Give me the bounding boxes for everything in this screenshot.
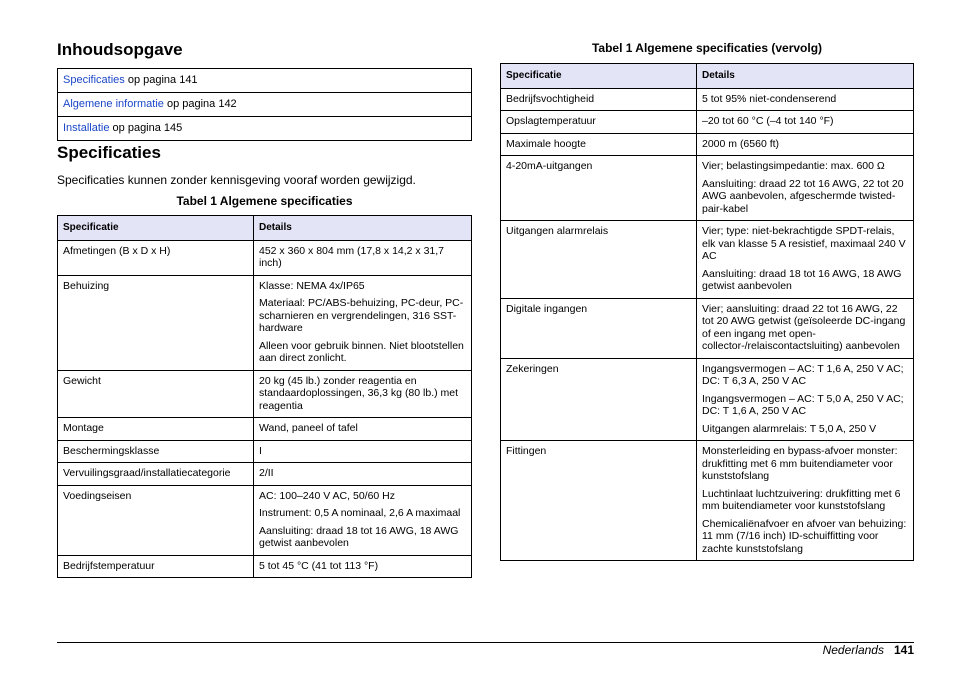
detail-line: 5 tot 95% niet-condenserend [702,92,837,105]
specs-table-left [57,215,472,578]
detail-line: –20 tot 60 °C (–4 tot 140 °F) [702,115,834,127]
details-cell [697,133,914,156]
table-caption: Tabel 1 Algemene specificaties [176,194,353,208]
table-row [58,275,472,370]
page-number: 141 [893,643,914,657]
left-column [57,38,472,578]
spec-cell: Gewicht [58,370,254,418]
table-row [58,485,472,555]
toc-entry [58,93,471,117]
table-row [501,221,914,299]
spec-cell: Montage [58,418,254,441]
table-row [501,298,914,358]
toc-heading: Inhoudsopgave [57,40,183,59]
details-cell [697,88,914,111]
details-cell [254,240,472,275]
detail-line: I [259,444,262,457]
table-header-row [501,64,914,89]
table-row [501,111,914,134]
spec-cell: Beschermingsklasse [58,440,254,463]
table-body [58,240,472,578]
spec-cell: 4-20mA-uitgangen [501,156,697,221]
details-cell [254,463,472,486]
toc-page-ref: op pagina 142 [163,98,237,110]
detail-line: 2/II [259,467,274,479]
spec-cell: Uitgangen alarmrelais [501,221,697,299]
table-caption-continued: Tabel 1 Algemene specificaties (vervolg) [591,41,823,55]
toc-link-algemene-informatie[interactable]: Algemene informatie [63,98,164,110]
table-row [501,441,914,561]
table-row [58,370,472,418]
spec-cell: Maximale hoogte [501,133,697,156]
details-cell [254,555,472,578]
details-cell [697,221,914,299]
spec-cell: Bedrijfsvochtigheid [501,88,697,111]
footer-language: Nederlands [822,643,884,657]
detail-line: Aansluiting: draad 22 tot 16 AWG, 22 tot 20 AWG aanbevolen, afgeschermde twisted-pair-kabel [702,177,904,215]
table-row [58,418,472,441]
details-cell [254,485,472,555]
toc-entry [58,69,471,93]
detail-line: Luchtinlaat luchtzuivering: drukfitting met 6 mm buitendiameter voor kunststofslang [702,487,901,512]
details-cell [254,370,472,418]
detail-line: Ingangsvermogen – AC: T 1,6 A, 250 V AC; DC: T 6,3 A, 250 V AC [702,362,904,387]
detail-line: Aansluiting: draad 18 tot 16 AWG, 18 AWG getwist aanbevolen [259,524,459,549]
detail-line: Materiaal: PC/ABS-behuizing, PC-deur, PC-scharnieren en vergrendelingen, 316 SST-hardware [259,297,464,334]
detail-line: Klasse: NEMA 4x/IP65 [259,279,365,292]
detail-line: Chemicaliënafvoer en afvoer van behuizing: 11 mm (7/16 inch) ID-schuiffitting voor zachte kunststofslang [702,517,907,555]
specs-intro: Specificaties kunnen zonder kennisgeving vooraf worden gewijzigd. [57,173,416,187]
col-header-details: Details [697,64,914,89]
detail-line: Monsterleiding en bypass-afvoer monster: drukfitting met 6 mm buitendiameter voor kunststofslang [702,445,898,482]
table-row [58,463,472,486]
details-cell [697,441,914,561]
detail-line: Vier; aansluiting: draad 22 tot 16 AWG, 22 tot 20 AWG getwist (geïsoleerde DC-ingang of een ingang met open-collector-/relaiscontactsluiting) aanbevolen [702,302,906,352]
col-header-spec: Specificatie [501,64,697,89]
detail-line: 5 tot 45 °C (41 tot 113 °F) [259,559,379,572]
detail-line: Vier; type: niet-bekrachtigde SPDT-relais, elk van klasse 5 A resistief, maximaal 240 V AC [702,225,906,262]
toc-box [57,68,472,141]
table-header-row [58,216,472,241]
table-body [501,88,914,561]
detail-line: 2000 m (6560 ft) [702,137,780,150]
details-cell [697,111,914,134]
specs-heading: Specificaties [57,143,161,162]
right-column [500,40,914,561]
toc-link-installatie[interactable]: Installatie [63,122,110,134]
detail-line: AC: 100–240 V AC, 50/60 Hz [259,489,396,502]
col-header-details: Details [254,216,472,241]
details-cell [254,440,472,463]
spec-cell: Zekeringen [501,358,697,441]
toc-entry [58,117,471,140]
toc-page-ref: op pagina 141 [124,74,198,86]
table-row [501,358,914,441]
detail-line: Vier; belastingsimpedantie: max. 600 Ω [702,160,885,172]
details-cell [254,418,472,441]
details-cell [697,358,914,441]
detail-line: Instrument: 0,5 A nominaal, 2,6 A maximaal [259,507,461,519]
details-cell [697,156,914,221]
footer-rule [57,642,914,643]
detail-line: 452 x 360 x 804 mm (17,8 x 14,2 x 31,7 inch) [259,244,445,269]
spec-cell: Voedingseisen [58,485,254,555]
table-row [501,133,914,156]
spec-cell: Digitale ingangen [501,298,697,358]
spec-cell: Bedrijfstemperatuur [58,555,254,578]
spec-cell: Vervuilingsgraad/installatiecategorie [58,463,254,486]
details-cell [254,275,472,370]
detail-line: Ingangsvermogen – AC: T 5,0 A, 250 V AC; DC: T 1,6 A, 250 V AC [702,392,904,417]
details-cell [697,298,914,358]
detail-line: 20 kg (45 lb.) zonder reagentia en standaardoplossingen, 36,3 kg (80 lb.) met reagentia [259,374,459,412]
specs-table-right [500,63,914,561]
toc-link-specificaties[interactable]: Specificaties [63,74,125,86]
table-row [58,240,472,275]
spec-cell: Fittingen [501,441,697,561]
toc-page-ref: op pagina 145 [109,122,183,134]
table-row [501,88,914,111]
table-row [58,555,472,578]
detail-line: Uitgangen alarmrelais: T 5,0 A, 250 V [702,422,877,435]
table-row [58,440,472,463]
detail-line: Wand, paneel of tafel [259,422,358,434]
col-header-spec: Specificatie [58,216,254,241]
spec-cell: Opslagtemperatuur [501,111,697,134]
page-footer [823,642,914,658]
table-row [501,156,914,221]
detail-line: Alleen voor gebruik binnen. Niet blootstellen aan direct zonlicht. [259,339,464,364]
detail-line: Aansluiting: draad 18 tot 16 AWG, 18 AWG getwist aanbevolen [702,267,902,292]
spec-cell: Afmetingen (B x D x H) [58,240,254,275]
spec-cell: Behuizing [58,275,254,370]
